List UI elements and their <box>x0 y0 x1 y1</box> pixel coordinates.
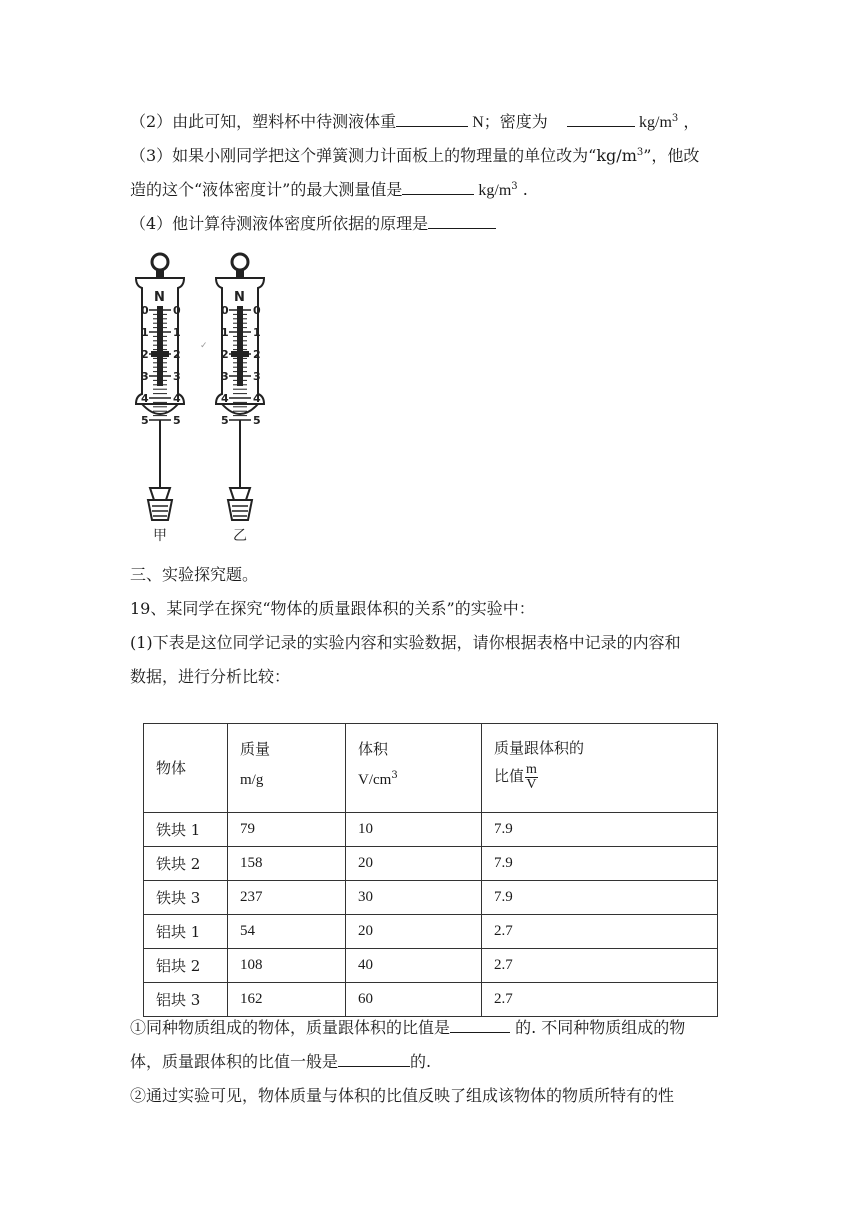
header-volume-exponent: 3 <box>391 770 398 781</box>
cell-ratio: 2.7 <box>482 983 718 1017</box>
scale-yi-tick-label-right: 5 <box>253 414 261 427</box>
cell-volume: 10 <box>346 813 482 847</box>
conclusion-1-text-2: 的. 不同种物质组成的物 <box>510 1018 686 1037</box>
cup-yi <box>228 500 252 520</box>
scale-jia-tick-label-right: 0 <box>173 304 181 317</box>
cell-object: 铁块 3 <box>144 881 228 915</box>
scale-yi-unit-label: N <box>234 290 245 305</box>
section-3-title: 三、实验探究题。 <box>130 565 259 584</box>
scale-jia-tick-label-right: 1 <box>173 326 181 339</box>
cell-mass: 158 <box>228 847 346 881</box>
question-3-line-2 <box>130 178 528 203</box>
cup-yi-top <box>230 488 250 500</box>
question-4-line <box>130 212 496 236</box>
cell-ratio: 2.7 <box>482 949 718 983</box>
scale-yi-tick-label-right: 4 <box>253 392 261 405</box>
header-volume <box>346 724 482 813</box>
spring-scale-yi <box>216 254 264 544</box>
scale-jia-spring <box>157 306 163 386</box>
cup-jia <box>148 500 172 520</box>
q2-text-2: N；密度为 <box>468 114 552 131</box>
q2-weight-blank[interactable] <box>396 110 468 127</box>
question-19-part1-line-1: (1)下表是这位同学记录的实验内容和实验数据，请你根据表格中记录的内容和 <box>130 633 681 652</box>
conclusion-1-line-2 <box>130 1050 431 1074</box>
q2-density-blank[interactable] <box>567 110 635 127</box>
q2-unit: kg/m <box>635 114 672 131</box>
cell-object: 铝块 3 <box>144 983 228 1017</box>
cell-volume: 20 <box>346 847 482 881</box>
header-volume-unit: V/cm <box>358 772 392 788</box>
header-mass-name: 质量 <box>240 740 271 758</box>
check-mark: ✓ <box>200 341 208 351</box>
q3-text-3: 造的这个“液体密度计”的最大测量值是 <box>130 180 403 199</box>
q2-unit-exponent: 3 <box>671 113 679 124</box>
q3-unit: kg/m <box>474 182 512 199</box>
scale-jia-tick-label-left: 1 <box>141 326 149 339</box>
table-row <box>144 847 718 881</box>
cell-volume: 30 <box>346 881 482 915</box>
q4-principle-blank[interactable] <box>428 212 496 229</box>
scale-yi-tick-label-left: 5 <box>221 414 229 427</box>
scale-jia-tick-label-right: 4 <box>173 392 181 405</box>
question-19-stem: 19、某同学在探究“物体的质量跟体积的关系”的实验中： <box>130 599 535 618</box>
cell-object: 铝块 2 <box>144 949 228 983</box>
cell-mass: 54 <box>228 915 346 949</box>
q3-unit-exponent-1: 3 <box>636 147 644 158</box>
table-row <box>144 983 718 1017</box>
cell-volume: 60 <box>346 983 482 1017</box>
scale-jia-tick-label-left: 0 <box>141 304 149 317</box>
header-ratio-name: 质量跟体积的 <box>494 739 585 757</box>
scale-yi-pointer <box>231 351 249 357</box>
header-volume-name: 体积 <box>358 740 389 758</box>
cell-mass: 79 <box>228 813 346 847</box>
q3-max-value-blank[interactable] <box>402 178 474 195</box>
ratio-numerator: m <box>526 761 537 777</box>
header-ratio-prefix: 比值 <box>494 767 525 785</box>
conclusion-1-text-4: 的. <box>410 1052 432 1071</box>
label-jia: 甲 <box>153 528 167 544</box>
scale-jia-pointer <box>151 351 169 357</box>
scale-jia-tick-label-right: 5 <box>173 414 181 427</box>
question-2-line <box>130 110 699 135</box>
mass-volume-table <box>143 723 718 1017</box>
q2-text-1: （2）由此可知，塑料杯中待测液体重 <box>130 112 397 131</box>
scale-yi-tick-label-right: 3 <box>253 370 261 383</box>
scale-yi-tick-label-left: 3 <box>221 370 229 383</box>
spring-scales-figure <box>130 248 270 548</box>
cell-mass: 108 <box>228 949 346 983</box>
table-row <box>144 915 718 949</box>
header-object: 物体 <box>144 724 228 813</box>
scale-yi-tick-label-left: 0 <box>221 304 229 317</box>
scale-yi-tick-label-left: 4 <box>221 392 229 405</box>
header-ratio <box>482 724 718 813</box>
q3-text-4: . <box>517 180 528 199</box>
label-yi: 乙 <box>233 528 247 544</box>
scale-yi-tick-label-left: 1 <box>221 326 229 339</box>
q3-text-2: ”，他改 <box>643 146 700 165</box>
scale-yi-spring <box>237 306 243 386</box>
question-19-part1-line-2: 数据，进行分析比较： <box>130 667 291 686</box>
cup-jia-top <box>150 488 170 500</box>
scale-jia-tick-label-left: 4 <box>141 392 149 405</box>
cell-ratio: 7.9 <box>482 847 718 881</box>
conclusion-1-blank-1[interactable] <box>450 1016 510 1033</box>
ratio-denominator: V <box>526 776 537 792</box>
cell-mass: 237 <box>228 881 346 915</box>
spring-scale-jia <box>136 254 184 544</box>
table-row <box>144 813 718 847</box>
conclusion-1-text-3: 体，质量跟体积的比值一般是 <box>130 1052 339 1071</box>
scale-jia-tick-label-left: 3 <box>141 370 149 383</box>
header-mass-unit: m/g <box>240 772 264 788</box>
conclusion-1-line-1 <box>130 1016 685 1040</box>
scale-jia-tick-label-left: 5 <box>141 414 149 427</box>
scale-yi-tick-label-right: 2 <box>253 348 261 361</box>
scale-jia-tick-label-right: 3 <box>173 370 181 383</box>
conclusion-2-line: ②通过实验可见，物体质量与体积的比值反映了组成该物体的物质所特有的性 <box>130 1086 675 1105</box>
cell-volume: 20 <box>346 915 482 949</box>
cell-ratio: 7.9 <box>482 813 718 847</box>
table-header-row <box>144 724 718 813</box>
cell-ratio: 7.9 <box>482 881 718 915</box>
conclusion-1-text-1: ①同种物质组成的物体，质量跟体积的比值是 <box>130 1018 451 1037</box>
cell-object: 铁块 1 <box>144 813 228 847</box>
scale-jia-tick-label-right: 2 <box>173 348 181 361</box>
scale-yi-tick-label-right: 0 <box>253 304 261 317</box>
cell-object: 铁块 2 <box>144 847 228 881</box>
scale-jia-unit-label: N <box>154 290 165 305</box>
header-mass <box>228 724 346 813</box>
table-row <box>144 881 718 915</box>
conclusion-1-blank-2[interactable] <box>338 1050 410 1067</box>
q4-text: （4）他计算待测液体密度所依据的原理是 <box>130 214 429 233</box>
scale-jia-tick-label-left: 2 <box>141 348 149 361</box>
cell-object: 铝块 1 <box>144 915 228 949</box>
cell-mass: 162 <box>228 983 346 1017</box>
q2-text-4: ， <box>678 112 700 131</box>
q3-text-1: （3）如果小刚同学把这个弹簧测力计面板上的物理量的单位改为“kg/m <box>130 146 637 165</box>
cell-ratio: 2.7 <box>482 915 718 949</box>
ratio-fraction <box>525 763 538 792</box>
scale-yi-tick-label-right: 1 <box>253 326 261 339</box>
table-row <box>144 949 718 983</box>
question-3-line-1 <box>130 144 699 168</box>
cell-volume: 40 <box>346 949 482 983</box>
scale-yi-tick-label-left: 2 <box>221 348 229 361</box>
q3-unit-exponent-2: 3 <box>511 181 518 192</box>
